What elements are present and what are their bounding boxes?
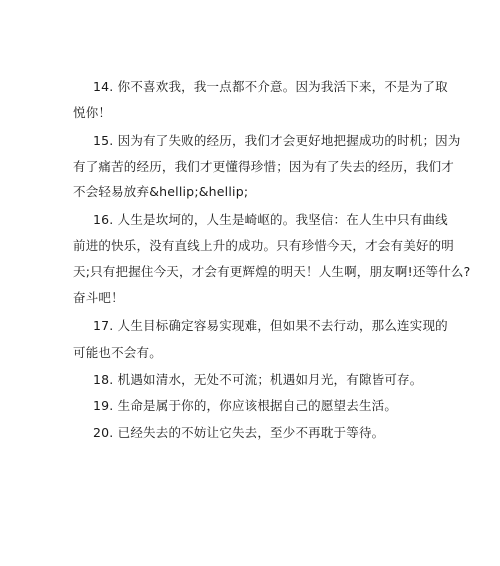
paragraph-15-line-2: 有了痛苦的经历，我们才更懂得珍惜；因为有了失去的经历，我们才 — [73, 159, 455, 174]
paragraph-20: 20. 已经失去的不妨让它失去，至少不再耽于等待。 — [93, 425, 385, 440]
paragraph-17-line-2: 可能也不会有。 — [73, 345, 162, 360]
paragraph-18: 18. 机遇如清水，无处不可流；机遇如月光，有隙皆可存。 — [93, 372, 423, 387]
paragraph-14-line-1: 14. 你不喜欢我，我一点都不介意。因为我活下来，不是为了取 — [93, 79, 448, 94]
paragraph-15-line-3: 不会轻易放弃&hellip;&hellip; — [73, 184, 249, 199]
paragraph-16-line-3: 天;只有把握住今天，才会有更辉煌的明天！人生啊，朋友啊!还等什么? — [73, 264, 471, 279]
paragraph-15-line-1: 15. 因为有了失败的经历，我们才会更好地把握成功的时机；因为 — [93, 133, 461, 148]
paragraph-16-line-4: 奋斗吧！ — [73, 290, 124, 305]
paragraph-17-line-1: 17. 人生目标确定容易实现难，但如果不去行动，那么连实现的 — [93, 318, 448, 333]
paragraph-19: 19. 生命是属于你的，你应该根据自己的愿望去生活。 — [93, 398, 398, 413]
paragraph-14-line-2: 悦你！ — [73, 105, 112, 120]
paragraph-16-line-2: 前进的快乐，没有直线上升的成功。只有珍惜今天，才会有美好的明 — [73, 238, 455, 253]
paragraph-16-line-1: 16. 人生是坎坷的，人生是崎岖的。我坚信：在人生中只有曲线 — [93, 212, 448, 227]
